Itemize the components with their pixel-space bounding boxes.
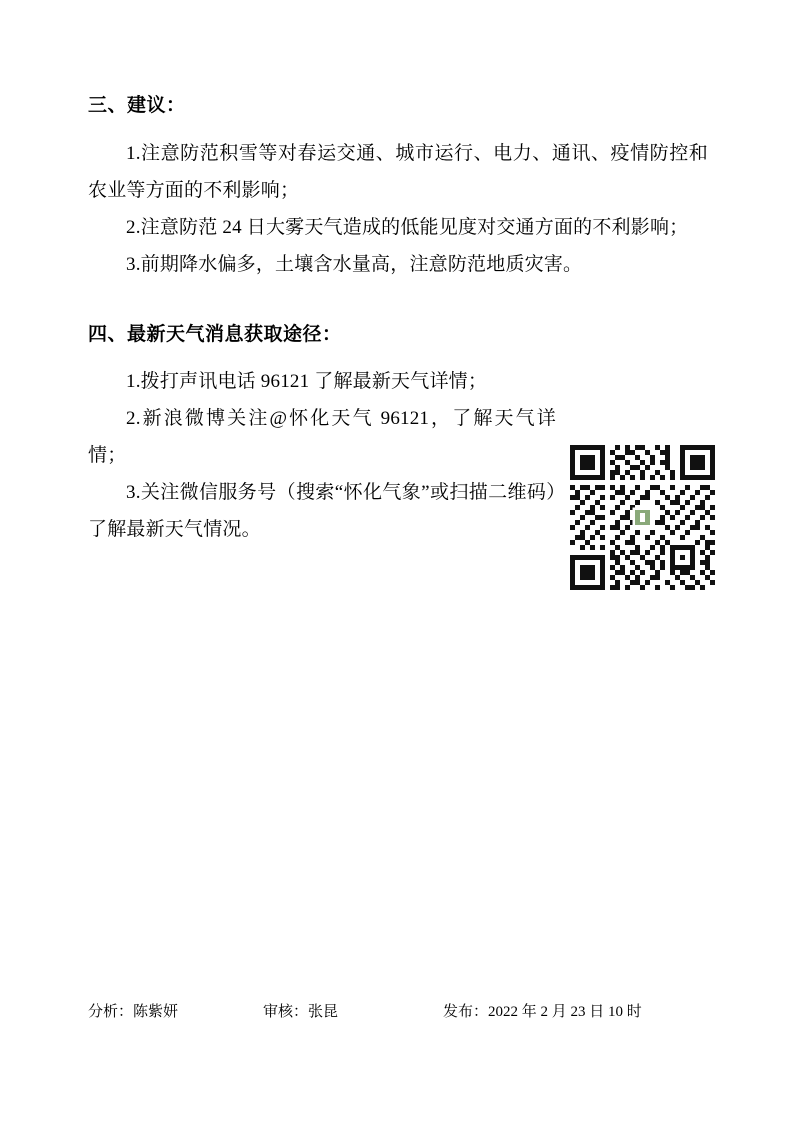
paragraph-channel-1: 1.拨打声讯电话 96121 了解最新天气详情； xyxy=(126,371,488,393)
paragraph-channel-2: 2.新浪微博关注@怀化天气 96121，了解天气详情； xyxy=(88,408,556,467)
document-footer xyxy=(88,1000,708,1021)
paragraph-suggestion-1: 1.注意防范积雪等对春运交通、城市运行、电力、通讯、疫情防控和农业等方面的不利影响； xyxy=(88,142,708,201)
paragraph-channel-3: 3.关注微信服务号（搜索“怀化气象”或扫描二维码）了解最新天气情况。 xyxy=(88,482,556,541)
section-spacer xyxy=(88,283,708,321)
footer-release-time: 发布：2022 年 2 月 23 日 10 时 xyxy=(443,1004,642,1020)
footer-analyst: 分析：陈紫妍 xyxy=(88,1004,179,1020)
section-suggestions xyxy=(88,92,708,283)
section-heading-weather-channels: 四、最新天气消息获取途径： xyxy=(88,323,342,345)
qr-code xyxy=(570,445,715,590)
paragraph-suggestion-2: 2.注意防范 24 日大雾天气造成的低能见度对交通方面的不利影响； xyxy=(126,216,689,238)
section-heading-suggestions: 三、建议： xyxy=(88,95,186,116)
paragraph-suggestion-3: 3.前期降水偏多，土壤含水量高，注意防范地质灾害。 xyxy=(126,253,583,275)
footer-reviewer: 审核：张昆 xyxy=(263,1004,339,1020)
qr-code-icon xyxy=(570,445,715,590)
